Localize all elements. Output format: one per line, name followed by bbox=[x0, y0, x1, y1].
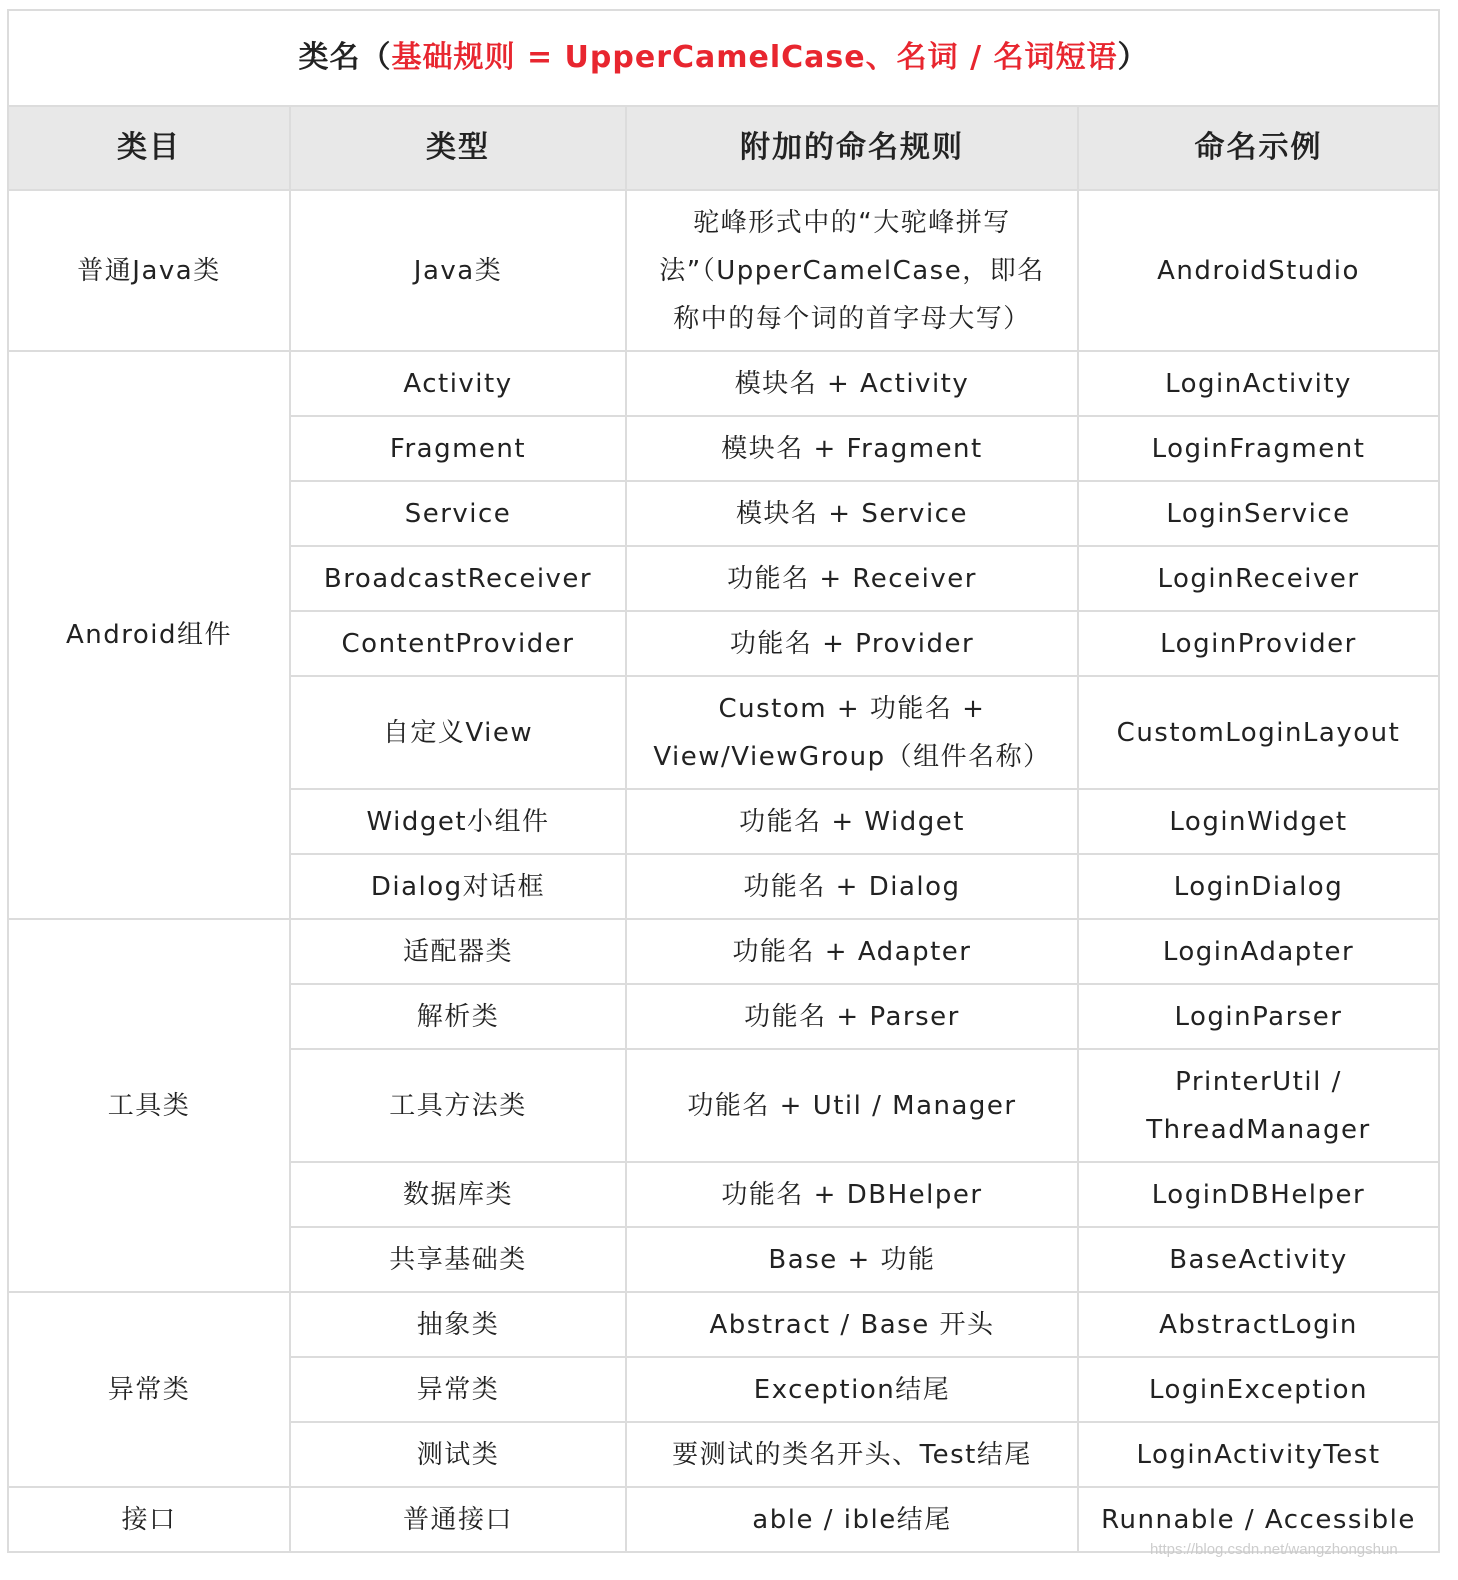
category-cell: Android组件 bbox=[8, 351, 290, 919]
rule-cell: 模块名 + Fragment bbox=[626, 416, 1078, 481]
type-cell: 数据库类 bbox=[290, 1162, 626, 1227]
example-cell: CustomLoginLayout bbox=[1078, 676, 1439, 789]
rule-cell: Custom + 功能名 + View/ViewGroup（组件名称） bbox=[626, 676, 1078, 789]
type-cell: 抽象类 bbox=[290, 1292, 626, 1357]
title-suffix: ） bbox=[1117, 40, 1149, 75]
type-cell: 普通接口 bbox=[290, 1487, 626, 1552]
header-category: 类目 bbox=[8, 106, 290, 190]
table-row bbox=[8, 351, 1439, 416]
rule-cell: 功能名 + Util / Manager bbox=[626, 1049, 1078, 1162]
example-cell: LoginDialog bbox=[1078, 854, 1439, 919]
type-cell: 适配器类 bbox=[290, 919, 626, 984]
type-cell: ContentProvider bbox=[290, 611, 626, 676]
example-cell: LoginDBHelper bbox=[1078, 1162, 1439, 1227]
header-rule: 附加的命名规则 bbox=[626, 106, 1078, 190]
example-cell: LoginParser bbox=[1078, 984, 1439, 1049]
example-cell: LoginWidget bbox=[1078, 789, 1439, 854]
example-cell: BaseActivity bbox=[1078, 1227, 1439, 1292]
title-prefix: 类名（ bbox=[298, 40, 392, 75]
header-example: 命名示例 bbox=[1078, 106, 1439, 190]
type-cell: Java类 bbox=[290, 190, 626, 351]
category-cell: 接口 bbox=[8, 1487, 290, 1552]
example-cell: LoginReceiver bbox=[1078, 546, 1439, 611]
header-row bbox=[8, 106, 1439, 190]
example-cell: Runnable / Accessible bbox=[1078, 1487, 1439, 1552]
type-cell: 自定义View bbox=[290, 676, 626, 789]
category-cell: 工具类 bbox=[8, 919, 290, 1292]
type-cell: 测试类 bbox=[290, 1422, 626, 1487]
type-cell: 工具方法类 bbox=[290, 1049, 626, 1162]
rule-cell: Abstract / Base 开头 bbox=[626, 1292, 1078, 1357]
rule-cell: Exception结尾 bbox=[626, 1357, 1078, 1422]
rule-cell: 要测试的类名开头、Test结尾 bbox=[626, 1422, 1078, 1487]
type-cell: 异常类 bbox=[290, 1357, 626, 1422]
rule-cell: 功能名 + Dialog bbox=[626, 854, 1078, 919]
header-type: 类型 bbox=[290, 106, 626, 190]
example-cell: PrinterUtil / ThreadManager bbox=[1078, 1049, 1439, 1162]
category-cell: 普通Java类 bbox=[8, 190, 290, 351]
example-cell: LoginActivity bbox=[1078, 351, 1439, 416]
rule-cell: 功能名 + Receiver bbox=[626, 546, 1078, 611]
watermark: https://blog.csdn.net/wangzhongshun bbox=[1150, 1541, 1398, 1558]
example-cell: AbstractLogin bbox=[1078, 1292, 1439, 1357]
rule-cell: 模块名 + Service bbox=[626, 481, 1078, 546]
example-cell: LoginProvider bbox=[1078, 611, 1439, 676]
rule-cell: 功能名 + Parser bbox=[626, 984, 1078, 1049]
table-row bbox=[8, 919, 1439, 984]
table-row bbox=[8, 190, 1439, 351]
title-highlight: 基础规则 = UpperCamelCase、名词 / 名词短语 bbox=[391, 40, 1118, 75]
type-cell: Fragment bbox=[290, 416, 626, 481]
type-cell: 共享基础类 bbox=[290, 1227, 626, 1292]
type-cell: Widget小组件 bbox=[290, 789, 626, 854]
table-title-row bbox=[8, 10, 1439, 106]
rule-cell: 功能名 + DBHelper bbox=[626, 1162, 1078, 1227]
rule-cell: 功能名 + Widget bbox=[626, 789, 1078, 854]
type-cell: Dialog对话框 bbox=[290, 854, 626, 919]
example-cell: LoginActivityTest bbox=[1078, 1422, 1439, 1487]
table-row bbox=[8, 1292, 1439, 1357]
type-cell: 解析类 bbox=[290, 984, 626, 1049]
table-title bbox=[8, 10, 1439, 106]
example-cell: LoginService bbox=[1078, 481, 1439, 546]
rule-cell: 功能名 + Adapter bbox=[626, 919, 1078, 984]
rule-cell: 模块名 + Activity bbox=[626, 351, 1078, 416]
example-cell: LoginFragment bbox=[1078, 416, 1439, 481]
example-cell: LoginAdapter bbox=[1078, 919, 1439, 984]
rule-cell: 功能名 + Provider bbox=[626, 611, 1078, 676]
rule-cell: Base + 功能 bbox=[626, 1227, 1078, 1292]
rule-cell: 驼峰形式中的“大驼峰拼写法”（UpperCamelCase，即名称中的每个词的首字母大写） bbox=[626, 190, 1078, 351]
example-cell: LoginException bbox=[1078, 1357, 1439, 1422]
example-cell: AndroidStudio bbox=[1078, 190, 1439, 351]
type-cell: BroadcastReceiver bbox=[290, 546, 626, 611]
type-cell: Service bbox=[290, 481, 626, 546]
type-cell: Activity bbox=[290, 351, 626, 416]
naming-rules-table bbox=[7, 9, 1440, 1553]
category-cell: 异常类 bbox=[8, 1292, 290, 1487]
rule-cell: able / ible结尾 bbox=[626, 1487, 1078, 1552]
